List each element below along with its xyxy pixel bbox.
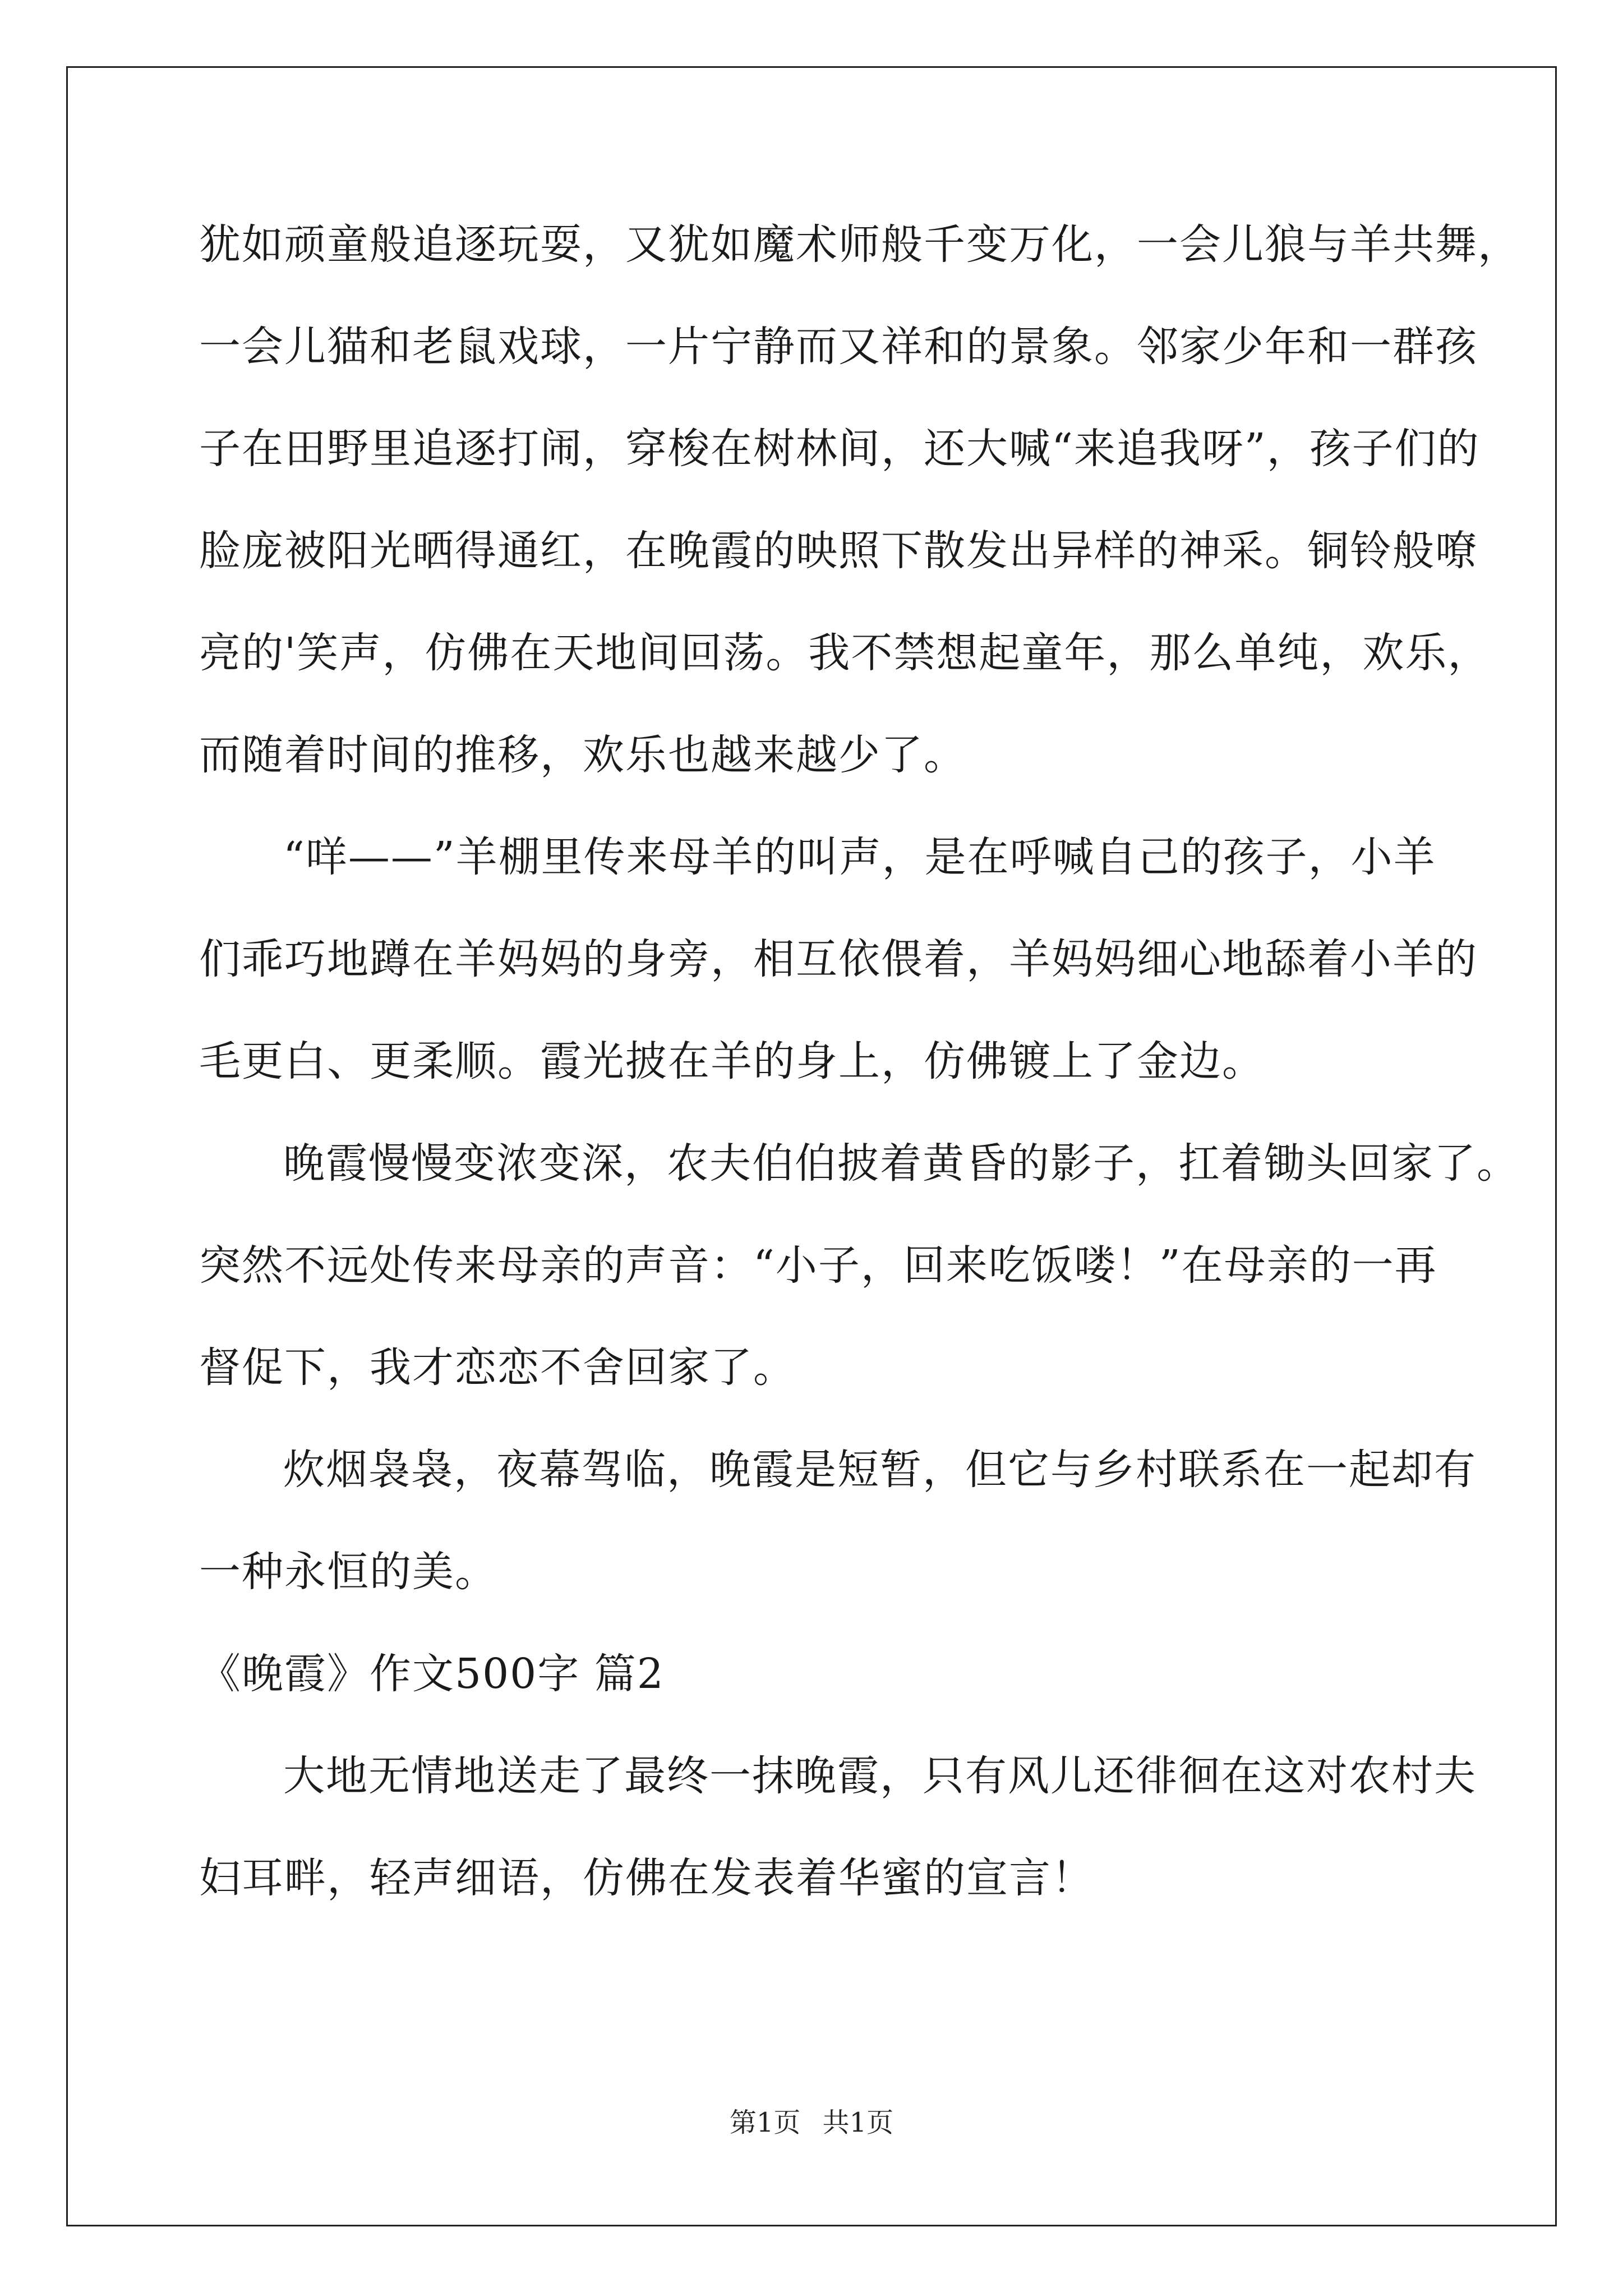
paragraph-1 [199, 194, 1520, 806]
section-heading: 《晚霞》作文500字 篇2 [199, 1650, 665, 1698]
text-line: 一种永恒的美。 [199, 1548, 497, 1596]
text-line: 子在田野里追逐打闹，穿梭在树林间，还大喊“来追我呀”，孩子们的 [199, 425, 1480, 473]
document-body [199, 194, 1520, 1929]
text-line: 炊烟袅袅，夜幕驾临，晚霞是短暂，但它与乡村联系在一起却有 [283, 1446, 1477, 1494]
text-line: 晚霞慢慢变浓变深，农夫伯伯披着黄昏的影子，扛着锄头回家了。 [283, 1139, 1519, 1188]
text-line: 突然不远处传来母亲的声音：“小子，回来吃饭喽！”在母亲的一再 [199, 1241, 1437, 1290]
text-line: 亮的'笑声，仿佛在天地间回荡。我不禁想起童年，那么单纯，欢乐， [199, 629, 1491, 677]
text-line: “咩——”羊棚里传来母羊的叫声，是在呼喊自己的孩子，小羊 [283, 833, 1436, 881]
paragraph-5 [199, 1725, 1477, 1929]
page-total: 共1页 [822, 2107, 894, 2138]
paragraph-3 [199, 1112, 1519, 1419]
page-footer [0, 2101, 1623, 2139]
paragraph-4 [199, 1419, 1477, 1623]
text-line: 督促下，我才恋恋不舍回家了。 [199, 1343, 796, 1392]
text-line: 脸庞被阳光晒得通红，在晚霞的映照下散发出异样的神采。铜铃般嘹 [199, 527, 1478, 575]
text-line: 大地无情地送走了最终一抹晚霞，只有风儿还徘徊在这对农村夫 [283, 1752, 1477, 1800]
paragraph-2 [199, 806, 1478, 1112]
text-line: 们乖巧地蹲在羊妈妈的身旁，相互依偎着，羊妈妈细心地舔着小羊的 [199, 935, 1478, 983]
page-number: 第1页 [729, 2107, 801, 2138]
text-line: 毛更白、更柔顺。霞光披在羊的身上，仿佛镀上了金边。 [199, 1037, 1265, 1085]
text-line: 一会儿猫和老鼠戏球，一片宁静而又祥和的景象。邻家少年和一群孩 [199, 323, 1478, 371]
text-line: 而随着时间的推移，欢乐也越来越少了。 [199, 731, 966, 779]
text-line: 犹如顽童般追逐玩耍，又犹如魔术师般千变万化，一会儿狼与羊共舞， [199, 220, 1520, 269]
text-line: 妇耳畔，轻声细语，仿佛在发表着华蜜的宣言！ [199, 1854, 1094, 1902]
